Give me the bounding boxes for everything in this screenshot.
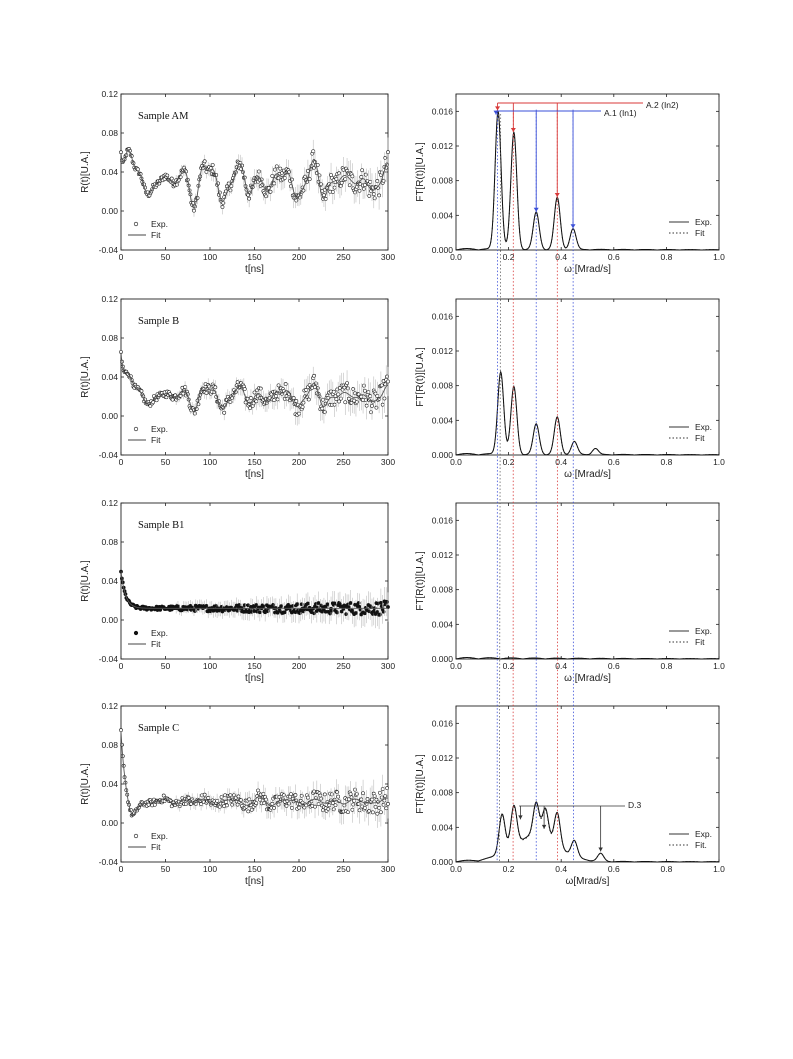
data-point <box>376 179 379 182</box>
legend-exp-marker <box>134 631 138 635</box>
legend-exp-marker <box>134 427 138 431</box>
data-point <box>308 178 311 181</box>
data-point <box>247 810 250 813</box>
time-axis-xtick-label: 100 <box>202 661 218 671</box>
data-point <box>340 181 343 184</box>
data-point <box>285 804 288 807</box>
data-point <box>344 401 347 404</box>
data-point <box>205 604 208 607</box>
data-point <box>274 395 277 398</box>
time-axis-ylabel: R(t)[U.A.] <box>80 151 91 193</box>
data-point <box>279 167 282 170</box>
legend-fit-label: Fit <box>151 435 161 445</box>
data-point <box>360 175 363 178</box>
data-point <box>306 602 309 605</box>
ft-axis-xtick-label: 0.0 <box>450 864 462 874</box>
data-point <box>334 804 337 807</box>
time-panel-4 <box>80 701 395 887</box>
data-point <box>203 793 206 796</box>
time-axis-xtick-label: 150 <box>247 864 262 874</box>
time-axis-xtick-label: 50 <box>160 252 171 262</box>
data-point <box>248 798 251 801</box>
time-axis-xtick-label: 100 <box>202 864 218 874</box>
ft-axis-ytick-label: 0.016 <box>431 718 453 729</box>
data-point <box>313 805 316 808</box>
ft-axis-xtick-label: 1.0 <box>713 457 725 467</box>
data-point <box>290 806 293 809</box>
sample-label: Sample B <box>138 316 180 327</box>
ft-axis-xtick-label: 0.2 <box>502 661 515 671</box>
data-point <box>221 205 224 208</box>
data-point <box>296 603 299 606</box>
ft-axis-ytick-label: 0.000 <box>431 450 453 460</box>
a1-arrowhead <box>534 208 539 212</box>
data-point <box>183 385 186 388</box>
time-axis-ytick-label: -0.04 <box>98 857 118 867</box>
data-point <box>380 384 383 387</box>
data-point <box>284 382 287 385</box>
legend-fit-label: Fit <box>695 637 705 647</box>
data-point <box>369 395 372 398</box>
legend-fit-label: Fit <box>695 433 705 443</box>
ft-axis-xtick-label: 0.8 <box>660 864 673 874</box>
d3-arrowhead <box>518 815 522 819</box>
data-point <box>370 798 373 801</box>
ft-axis-ytick-label: 0.004 <box>431 619 453 630</box>
ft-axis-xtick-label: 1.0 <box>713 661 725 671</box>
data-point <box>155 399 158 402</box>
ft-axis-xtick-label: 0.8 <box>660 457 673 467</box>
legend-exp-label: Exp. <box>151 628 169 638</box>
time-axis-ytick-label: 0.00 <box>101 206 118 216</box>
ft-axis-xtick-label: 0.2 <box>502 457 515 467</box>
data-point <box>376 610 379 613</box>
ft-axis-ytick-label: 0.016 <box>431 311 453 322</box>
data-point <box>376 812 379 815</box>
legend-exp-label: Exp. <box>695 829 713 839</box>
ft-axis-xtick-label: 0.0 <box>450 661 462 671</box>
data-point <box>295 399 298 402</box>
time-axis-ytick-label: 0.08 <box>101 740 118 750</box>
ft-panel-3 <box>415 503 725 684</box>
d3-arrowhead <box>542 825 546 829</box>
ft-axis-xlabel: ω [Mrad/s] <box>564 673 611 684</box>
ft-axis-ytick-label: 0.000 <box>431 857 453 867</box>
data-point <box>344 178 347 181</box>
data-point <box>367 391 370 394</box>
time-axis-ytick-label: 0.08 <box>101 333 118 343</box>
legend-exp-label: Exp. <box>151 219 169 229</box>
ft-axis-xtick-label: 0.4 <box>555 864 568 874</box>
time-axis-xlabel: t[ns] <box>245 876 264 887</box>
data-point <box>187 796 190 799</box>
data-point <box>363 612 366 615</box>
ft-axis-ylabel: FT[R(t)][U.A.] <box>415 551 426 611</box>
data-point <box>379 601 382 604</box>
data-point <box>381 403 384 406</box>
data-point <box>297 806 300 809</box>
time-axis-ytick-label: 0.04 <box>101 576 118 586</box>
ft-axis-ylabel: FT[R(t)][U.A.] <box>415 754 426 814</box>
legend-exp-label: Exp. <box>695 422 713 432</box>
time-axis-ylabel: R(t)[U.A.] <box>80 356 91 398</box>
data-point <box>317 601 320 604</box>
ft-axis-ytick-label: 0.004 <box>431 415 453 426</box>
time-axis-xtick-label: 150 <box>247 457 262 467</box>
a2-arrowhead <box>495 106 500 110</box>
legend-exp-marker <box>134 222 138 226</box>
data-point <box>258 611 261 614</box>
data-point <box>369 180 372 183</box>
time-axis-xtick-label: 0 <box>118 864 124 874</box>
time-axis-xtick-label: 200 <box>291 457 307 467</box>
a2-arrowhead <box>511 128 516 132</box>
time-axis-ytick-label: 0.00 <box>101 411 118 421</box>
time-panel-2 <box>80 294 395 480</box>
data-point <box>386 151 389 154</box>
ft-axis-frame <box>456 94 719 250</box>
data-point <box>244 401 247 404</box>
data-point <box>326 603 329 606</box>
annotation-d3: D.3 <box>628 800 642 810</box>
data-point <box>358 809 361 812</box>
time-axis-xtick-label: 200 <box>291 252 307 262</box>
sample-label: Sample C <box>138 723 180 734</box>
ft-exp-line <box>456 802 719 862</box>
time-axis-xlabel: t[ns] <box>245 469 264 480</box>
time-axis-xtick-label: 0 <box>118 661 124 671</box>
data-point <box>378 791 381 794</box>
time-panel-1 <box>80 89 395 275</box>
ft-axis-ytick-label: 0.012 <box>431 346 453 356</box>
time-axis-xlabel: t[ns] <box>245 264 264 275</box>
ft-axis-xtick-label: 0.2 <box>502 252 515 262</box>
legend-fit-label: Fit. <box>695 840 707 850</box>
data-point <box>272 399 275 402</box>
data-point <box>351 175 354 178</box>
data-point <box>272 182 275 185</box>
time-axis-xtick-label: 300 <box>380 661 396 671</box>
time-axis-ytick-label: 0.12 <box>101 89 118 99</box>
legend-exp-label: Exp. <box>151 424 169 434</box>
time-axis-xtick-label: 200 <box>291 864 307 874</box>
time-axis-ytick-label: 0.12 <box>101 498 118 508</box>
data-point <box>379 811 382 814</box>
time-axis-xtick-label: 50 <box>160 661 171 671</box>
time-axis-xtick-label: 0 <box>118 252 124 262</box>
data-point <box>371 811 374 814</box>
ft-axis-xlabel: ω [Mrad/s] <box>564 264 611 275</box>
data-point <box>248 407 251 410</box>
time-axis-ytick-label: 0.12 <box>101 294 118 304</box>
data-point <box>376 394 379 397</box>
time-axis-xtick-label: 250 <box>336 864 351 874</box>
time-axis-ytick-label: 0.08 <box>101 128 118 138</box>
data-point <box>289 793 292 796</box>
data-point <box>354 611 357 614</box>
data-point <box>328 804 331 807</box>
legend-fit-label: Fit <box>151 230 161 240</box>
time-axis-xtick-label: 100 <box>202 252 218 262</box>
time-axis-xlabel: t[ns] <box>245 673 264 684</box>
data-point <box>207 796 210 799</box>
time-axis-xtick-label: 150 <box>247 252 262 262</box>
ft-axis-xtick-label: 0.4 <box>555 661 568 671</box>
data-point <box>249 396 252 399</box>
data-point <box>386 380 389 383</box>
legend-exp-label: Exp. <box>695 626 713 636</box>
ft-axis-xtick-label: 0.4 <box>555 457 568 467</box>
ft-axis-ytick-label: 0.012 <box>431 141 453 151</box>
annotation-a1: A.1 (In1) <box>604 108 637 118</box>
time-axis-xtick-label: 250 <box>336 252 351 262</box>
time-axis-ylabel: R(t)[U.A.] <box>80 560 91 602</box>
ft-axis-ytick-label: 0.004 <box>431 822 453 833</box>
data-point <box>205 391 208 394</box>
data-point <box>262 605 265 608</box>
ft-axis-xlabel: ω[Mrad/s] <box>565 876 610 887</box>
time-axis-ytick-label: 0.04 <box>101 779 118 789</box>
time-axis-ytick-label: 0.00 <box>101 818 118 828</box>
time-axis-ytick-label: 0.12 <box>101 701 118 711</box>
data-point <box>361 792 364 795</box>
time-axis-xtick-label: 50 <box>160 864 171 874</box>
ft-axis-ytick-label: 0.008 <box>431 380 453 391</box>
ft-axis-xlabel: ω [Mrad/s] <box>564 469 611 480</box>
ft-axis-ytick-label: 0.008 <box>431 175 453 186</box>
data-point <box>363 806 366 809</box>
time-axis-ytick-label: -0.04 <box>98 654 118 664</box>
data-point <box>294 793 297 796</box>
data-point <box>203 160 206 163</box>
data-point <box>224 800 227 803</box>
time-axis-xtick-label: 50 <box>160 457 171 467</box>
data-point <box>385 807 388 810</box>
legend-fit-label: Fit <box>151 639 161 649</box>
ft-axis-ytick-label: 0.016 <box>431 106 453 117</box>
ft-axis-xtick-label: 0.8 <box>660 252 673 262</box>
legend-exp-label: Exp. <box>151 831 169 841</box>
data-point <box>307 398 310 401</box>
ft-axis-ytick-label: 0.016 <box>431 515 453 526</box>
data-point <box>374 805 377 808</box>
ft-axis-xtick-label: 0.8 <box>660 661 673 671</box>
ft-panel-4 <box>415 706 725 887</box>
data-point <box>349 601 352 604</box>
data-point <box>214 386 217 389</box>
legend-fit-label: Fit <box>695 228 705 238</box>
ft-axis-ytick-label: 0.008 <box>431 584 453 595</box>
data-point <box>171 398 174 401</box>
ft-axis-xtick-label: 0.0 <box>450 457 462 467</box>
data-point <box>337 795 340 798</box>
time-axis-xtick-label: 250 <box>336 457 351 467</box>
data-point <box>372 193 375 196</box>
time-axis-xtick-label: 0 <box>118 457 124 467</box>
ft-axis-xtick-label: 0.6 <box>607 864 620 874</box>
time-axis-ylabel: R(t)[U.A.] <box>80 763 91 805</box>
time-panel-3 <box>80 498 395 684</box>
ft-axis-frame <box>456 503 719 659</box>
ft-fit-line <box>456 115 719 250</box>
d3-arrowhead <box>598 847 602 851</box>
ft-axis-xtick-label: 1.0 <box>713 864 725 874</box>
data-point <box>349 793 352 796</box>
data-point <box>297 412 300 415</box>
data-point <box>283 611 286 614</box>
time-axis-xtick-label: 300 <box>380 457 396 467</box>
data-point <box>383 397 386 400</box>
ft-exp-line <box>456 372 719 455</box>
data-point <box>237 795 240 798</box>
time-axis-ytick-label: 0.00 <box>101 615 118 625</box>
ft-axis-ytick-label: 0.000 <box>431 654 453 664</box>
legend-exp-marker <box>134 834 138 838</box>
ft-axis-xtick-label: 0.6 <box>607 457 620 467</box>
data-point <box>370 404 373 407</box>
data-point <box>223 411 226 414</box>
data-point <box>243 387 246 390</box>
annotation-a2: A.2 (In2) <box>646 100 679 110</box>
ft-axis-xtick-label: 0.6 <box>607 252 620 262</box>
data-point <box>225 804 228 807</box>
data-point <box>312 150 315 153</box>
ft-axis-xtick-label: 0.0 <box>450 252 462 262</box>
data-point <box>272 806 275 809</box>
data-point <box>211 163 214 166</box>
legend-fit-label: Fit <box>151 842 161 852</box>
ft-axis-ytick-label: 0.000 <box>431 245 453 255</box>
ft-axis-ytick-label: 0.008 <box>431 787 453 798</box>
time-axis-xtick-label: 150 <box>247 661 262 671</box>
data-point <box>381 787 384 790</box>
data-point <box>255 603 258 606</box>
data-point <box>386 802 389 805</box>
data-point <box>321 407 324 410</box>
ft-axis-xtick-label: 0.6 <box>607 661 620 671</box>
data-point <box>262 792 265 795</box>
ft-axis-ytick-label: 0.012 <box>431 753 453 763</box>
data-point <box>283 176 286 179</box>
data-point <box>345 382 348 385</box>
legend-exp-label: Exp. <box>695 217 713 227</box>
data-point <box>255 801 258 804</box>
sample-label: Sample B1 <box>138 520 185 531</box>
data-point <box>147 803 150 806</box>
ft-axis-ytick-label: 0.004 <box>431 210 453 221</box>
data-point <box>248 197 251 200</box>
data-point <box>386 787 389 790</box>
time-axis-xtick-label: 100 <box>202 457 218 467</box>
data-point <box>333 403 336 406</box>
data-point <box>351 808 354 811</box>
data-point <box>306 796 309 799</box>
time-axis-xtick-label: 300 <box>380 252 396 262</box>
data-point <box>255 400 258 403</box>
data-point <box>358 189 361 192</box>
data-point <box>323 793 326 796</box>
time-axis-xtick-label: 250 <box>336 661 351 671</box>
data-point <box>363 389 366 392</box>
data-point <box>347 397 350 400</box>
ft-axis-xtick-label: 0.2 <box>502 864 515 874</box>
ft-axis-ytick-label: 0.012 <box>431 550 453 560</box>
data-point <box>280 605 283 608</box>
time-axis-ytick-label: 0.08 <box>101 537 118 547</box>
time-axis-ytick-label: -0.04 <box>98 450 118 460</box>
time-axis-xtick-label: 300 <box>380 864 396 874</box>
data-point <box>276 398 279 401</box>
a2-arrowhead <box>555 193 560 197</box>
sample-label: Sample AM <box>138 111 189 122</box>
a1-arrowhead <box>571 224 576 228</box>
data-point <box>331 190 334 193</box>
ft-exp-line <box>456 111 719 250</box>
data-point <box>333 186 336 189</box>
data-point <box>301 405 304 408</box>
ft-axis-xtick-label: 0.4 <box>555 252 568 262</box>
data-point <box>216 799 219 802</box>
time-axis-ytick-label: 0.04 <box>101 372 118 382</box>
guide-line <box>499 114 500 862</box>
data-point <box>192 209 195 212</box>
data-point <box>319 794 322 797</box>
data-point <box>170 177 173 180</box>
ft-axis-ylabel: FT[R(t)][U.A.] <box>415 347 426 407</box>
time-axis-xtick-label: 200 <box>291 661 307 671</box>
data-point <box>153 803 156 806</box>
time-axis-ytick-label: 0.04 <box>101 167 118 177</box>
ft-axis-xtick-label: 1.0 <box>713 252 725 262</box>
data-point <box>378 194 381 197</box>
data-point <box>365 404 368 407</box>
data-point <box>361 169 364 172</box>
ft-panel-1 <box>415 94 725 275</box>
data-point <box>333 602 336 605</box>
time-axis-ytick-label: -0.04 <box>98 245 118 255</box>
data-point <box>317 802 320 805</box>
data-point <box>119 729 122 732</box>
ft-axis-ylabel: FT[R(t)][U.A.] <box>415 142 426 202</box>
data-point <box>275 165 278 168</box>
data-point <box>378 806 381 809</box>
ft-axis-frame <box>456 706 719 862</box>
ft-fit-line <box>456 374 719 455</box>
ft-panel-2 <box>415 299 725 480</box>
data-point <box>271 174 274 177</box>
